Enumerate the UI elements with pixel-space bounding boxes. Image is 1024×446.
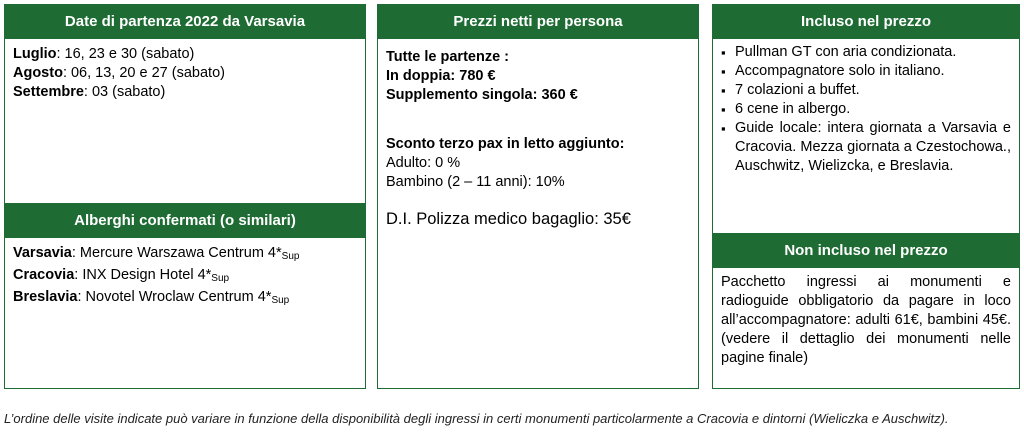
dates-list [5, 39, 365, 108]
list-item: ▪ Guide locale: intera giornata a Varsavia e Cracovia. Mezza giornata a Czestochowa., Auschwitz, Wielizcka, e Breslavia. [721, 119, 1011, 176]
discount-title: Sconto terzo pax in letto aggiunto: [386, 136, 625, 152]
all-departures-label: Tutte le partenze : [386, 49, 509, 65]
double-price: In doppia: 780 € [386, 68, 496, 84]
list-item: ▪ Accompagnatore solo in italiano. [721, 62, 1011, 81]
dates-box [4, 4, 366, 204]
child-discount: Bambino (2 – 11 anni): 10% [386, 174, 565, 190]
date-row: Agosto: 06, 13, 20 e 27 (sabato) [13, 65, 225, 81]
footnote: L’ordine delle visite indicate può variare in funzione della disponibilità degli ingressi in certi monumenti particolarmente a Cracovia e dintorni (Wieliczka e Auschwitz). [4, 411, 949, 426]
prices-body [378, 39, 698, 235]
hotels-box [4, 203, 366, 389]
dates-header: Date di partenza 2022 da Varsavia [5, 5, 365, 39]
included-header: Incluso nel prezzo [713, 5, 1019, 39]
list-item: ▪ 7 colazioni a buffet. [721, 81, 1011, 100]
not-included-box [712, 233, 1020, 389]
hotels-list [5, 238, 365, 316]
list-item: ▪ Pullman GT con aria condizionata. [721, 43, 1011, 62]
list-item: ▪ 6 cene in albergo. [721, 100, 1011, 119]
prices-box [377, 4, 699, 389]
hotel-row: Varsavia: Mercure Warszawa Centrum $4*_{Sup}$ [13, 245, 300, 262]
adult-discount: Adulto: 0 % [386, 155, 461, 171]
date-row: Luglio: 16, 23 e 30 (sabato) [13, 46, 195, 62]
hotels-header: Alberghi confermati (o similari) [5, 204, 365, 238]
insurance-price: D.I. Polizza medico bagaglio: 35€ [386, 210, 631, 228]
date-row: Settembre: 03 (sabato) [13, 84, 166, 100]
single-supplement: Supplemento singola: 360 € [386, 87, 578, 103]
prices-header: Prezzi netti per persona [378, 5, 698, 39]
included-list [713, 39, 1019, 182]
hotel-row: Breslavia: Novotel Wroclaw Centrum $4*_{Sup}$ [13, 289, 290, 306]
not-included-text: Pacchetto ingressi ai monumenti e radioguide obbligatorio da pagare in loco all’accompagnatore: adulti 61€, bambini 45€. (vedere il dettaglio dei monumenti nelle pagine finale) [721, 274, 1011, 366]
not-included-header: Non incluso nel prezzo [713, 234, 1019, 268]
hotel-row: Cracovia: INX Design Hotel $4*_{Sup}$ [13, 267, 230, 284]
included-box [712, 4, 1020, 234]
